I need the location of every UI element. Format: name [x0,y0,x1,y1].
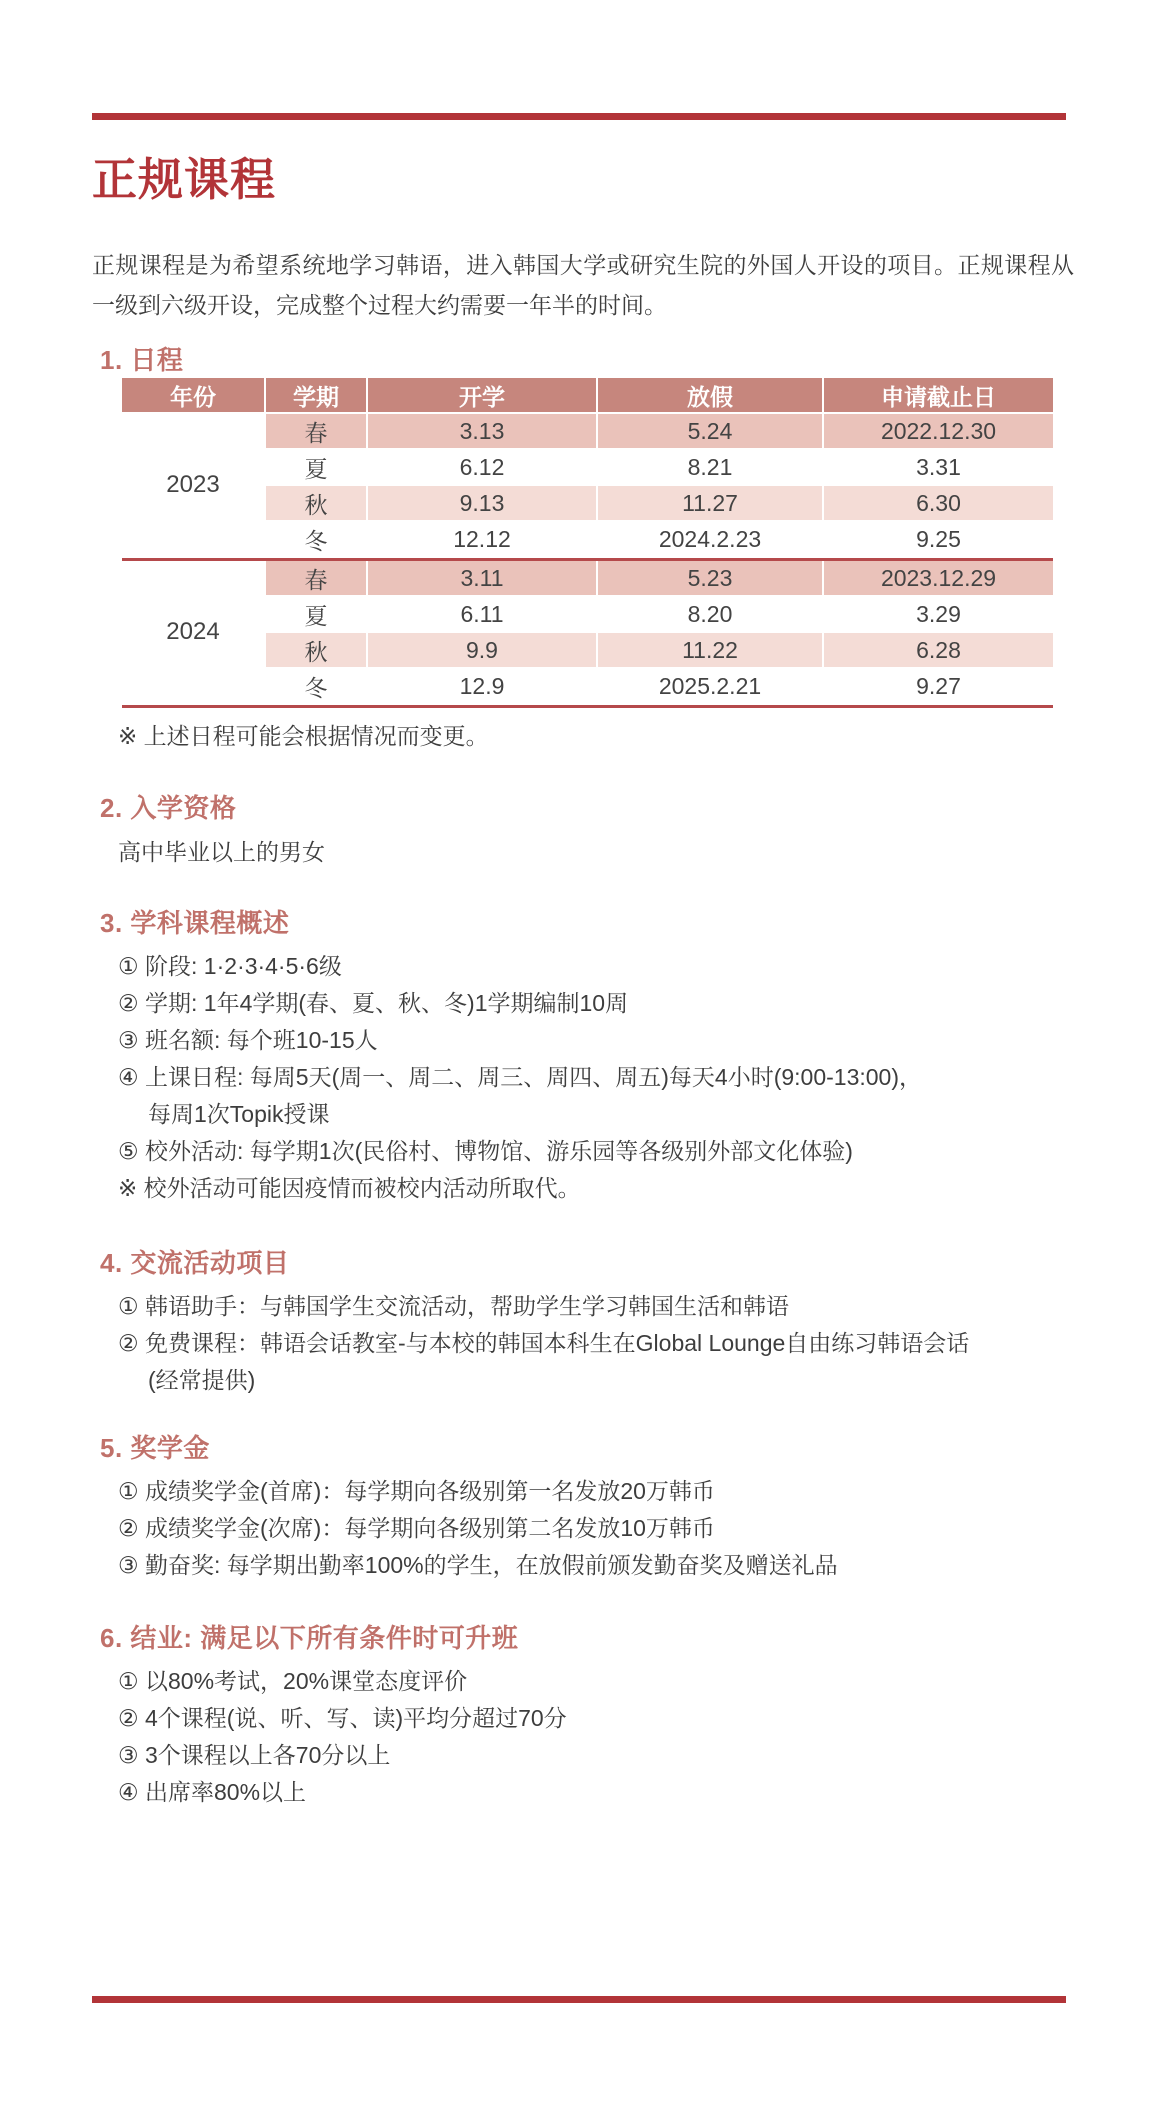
vacation-cell: 8.20 [598,597,822,631]
vacation-cell: 2024.2.23 [598,522,822,556]
deadline-cell: 9.25 [824,522,1053,556]
body-line: ⑤ 校外活动: 每学期1次(民俗村、博物馆、游乐园等各级别外部文化体验) [118,1138,853,1164]
col-header-term: 学期 [266,378,366,412]
term-cell: 春 [266,561,366,595]
intro-paragraph: 正规课程是为希望系统地学习韩语，进入韩国大学或研究生院的外国人开设的项目。正规课程从一级到六级开设，完成整个过程大约需要一年半的时间。 [92,252,1074,318]
body-line: ② 学期: 1年4学期(春、夏、秋、冬)1学期编制10周 [118,990,629,1016]
body-line: ① 成绩奖学金(首席)：每学期向各级别第一名发放20万韩币 [118,1478,715,1504]
body-line-continuation: (经常提供) [148,1367,256,1393]
deadline-cell: 2023.12.29 [824,561,1053,595]
bottom-accent-bar [92,1996,1066,2003]
deadline-cell: 3.29 [824,597,1053,631]
start-cell: 12.9 [368,669,596,703]
body-line: ③ 勤奋奖: 每学期出勤率100%的学生，在放假前颁发勤奋奖及赠送礼品 [118,1552,838,1578]
start-cell: 9.9 [368,633,596,667]
page-title: 正规课程 [92,154,277,205]
section-heading-scholarship: 5. 奖学金 [100,1433,210,1463]
table-header-row [122,378,1051,412]
col-header-start: 开学 [368,378,596,412]
section-heading-curriculum: 3. 学科课程概述 [100,908,290,938]
start-cell: 12.12 [368,522,596,556]
term-cell: 春 [266,414,366,448]
body-line: ② 成绩奖学金(次席)：每学期向各级别第二名发放10万韩币 [118,1515,715,1541]
vacation-cell: 2025.2.21 [598,669,822,703]
col-header-vacation: 放假 [598,378,822,412]
vacation-cell: 11.27 [598,486,822,520]
year-cell: 2023 [122,414,264,556]
start-cell: 3.13 [368,414,596,448]
body-line: ④ 出席率80%以上 [118,1779,307,1805]
deadline-cell: 2022.12.30 [824,414,1053,448]
body-line: ④ 上课日程: 每周5天(周一、周二、周三、周四、周五)每天4小时(9:00-13:00)， [118,1064,922,1090]
section-heading-eligibility: 2. 入学资格 [100,793,237,823]
deadline-cell: 6.30 [824,486,1053,520]
deadline-cell: 6.28 [824,633,1053,667]
body-line: ② 4个课程(说、听、写、读)平均分超过70分 [118,1705,567,1731]
vacation-cell: 5.23 [598,561,822,595]
top-accent-bar [92,113,1066,120]
start-cell: 6.12 [368,450,596,484]
start-cell: 3.11 [368,561,596,595]
section-body-scholarship [118,1473,1078,1584]
section-body-completion [118,1663,1078,1811]
vacation-cell: 8.21 [598,450,822,484]
term-cell: 秋 [266,633,366,667]
section-heading-exchange: 4. 交流活动项目 [100,1248,290,1278]
body-line: ③ 班名额: 每个班10-15人 [118,1027,378,1053]
term-cell: 夏 [266,597,366,631]
term-cell: 夏 [266,450,366,484]
body-line: ① 阶段: 1·2·3·4·5·6级 [118,953,342,979]
section-heading-schedule: 1. 日程 [100,345,184,375]
section-body-eligibility [118,834,1078,871]
deadline-cell: 9.27 [824,669,1053,703]
col-header-deadline: 申请截止日 [824,378,1053,412]
term-cell: 秋 [266,486,366,520]
year-group-2024 [122,561,1051,703]
year-group-2023 [122,414,1051,556]
table-bottom-line [122,705,1053,708]
body-line: ② 免费课程：韩语会话教室-与本校的韩国本科生在Global Lounge自由练习韩语会话 [118,1330,970,1356]
start-cell: 9.13 [368,486,596,520]
deadline-cell: 3.31 [824,450,1053,484]
col-header-year: 年份 [122,378,264,412]
body-line-continuation: 每周1次Topik授课 [148,1101,330,1127]
section-heading-completion: 6. 结业: 满足以下所有条件时可升班 [100,1623,519,1653]
schedule-table [122,378,1053,708]
term-cell: 冬 [266,522,366,556]
schedule-note: ※ 上述日程可能会根据情况而变更。 [118,723,489,749]
body-line: ※ 校外活动可能因疫情而被校内活动所取代。 [118,1175,581,1201]
body-line: ③ 3个课程以上各70分以上 [118,1742,391,1768]
vacation-cell: 11.22 [598,633,822,667]
year-cell: 2024 [122,561,264,703]
start-cell: 6.11 [368,597,596,631]
vacation-cell: 5.24 [598,414,822,448]
section-body-exchange [118,1288,1078,1399]
body-line: ① 以80%考试，20%课堂态度评价 [118,1668,468,1694]
body-line: ① 韩语助手：与韩国学生交流活动，帮助学生学习韩国生活和韩语 [118,1293,790,1319]
term-cell: 冬 [266,669,366,703]
body-line: 高中毕业以上的男女 [118,839,325,865]
section-body-curriculum [118,948,1078,1207]
